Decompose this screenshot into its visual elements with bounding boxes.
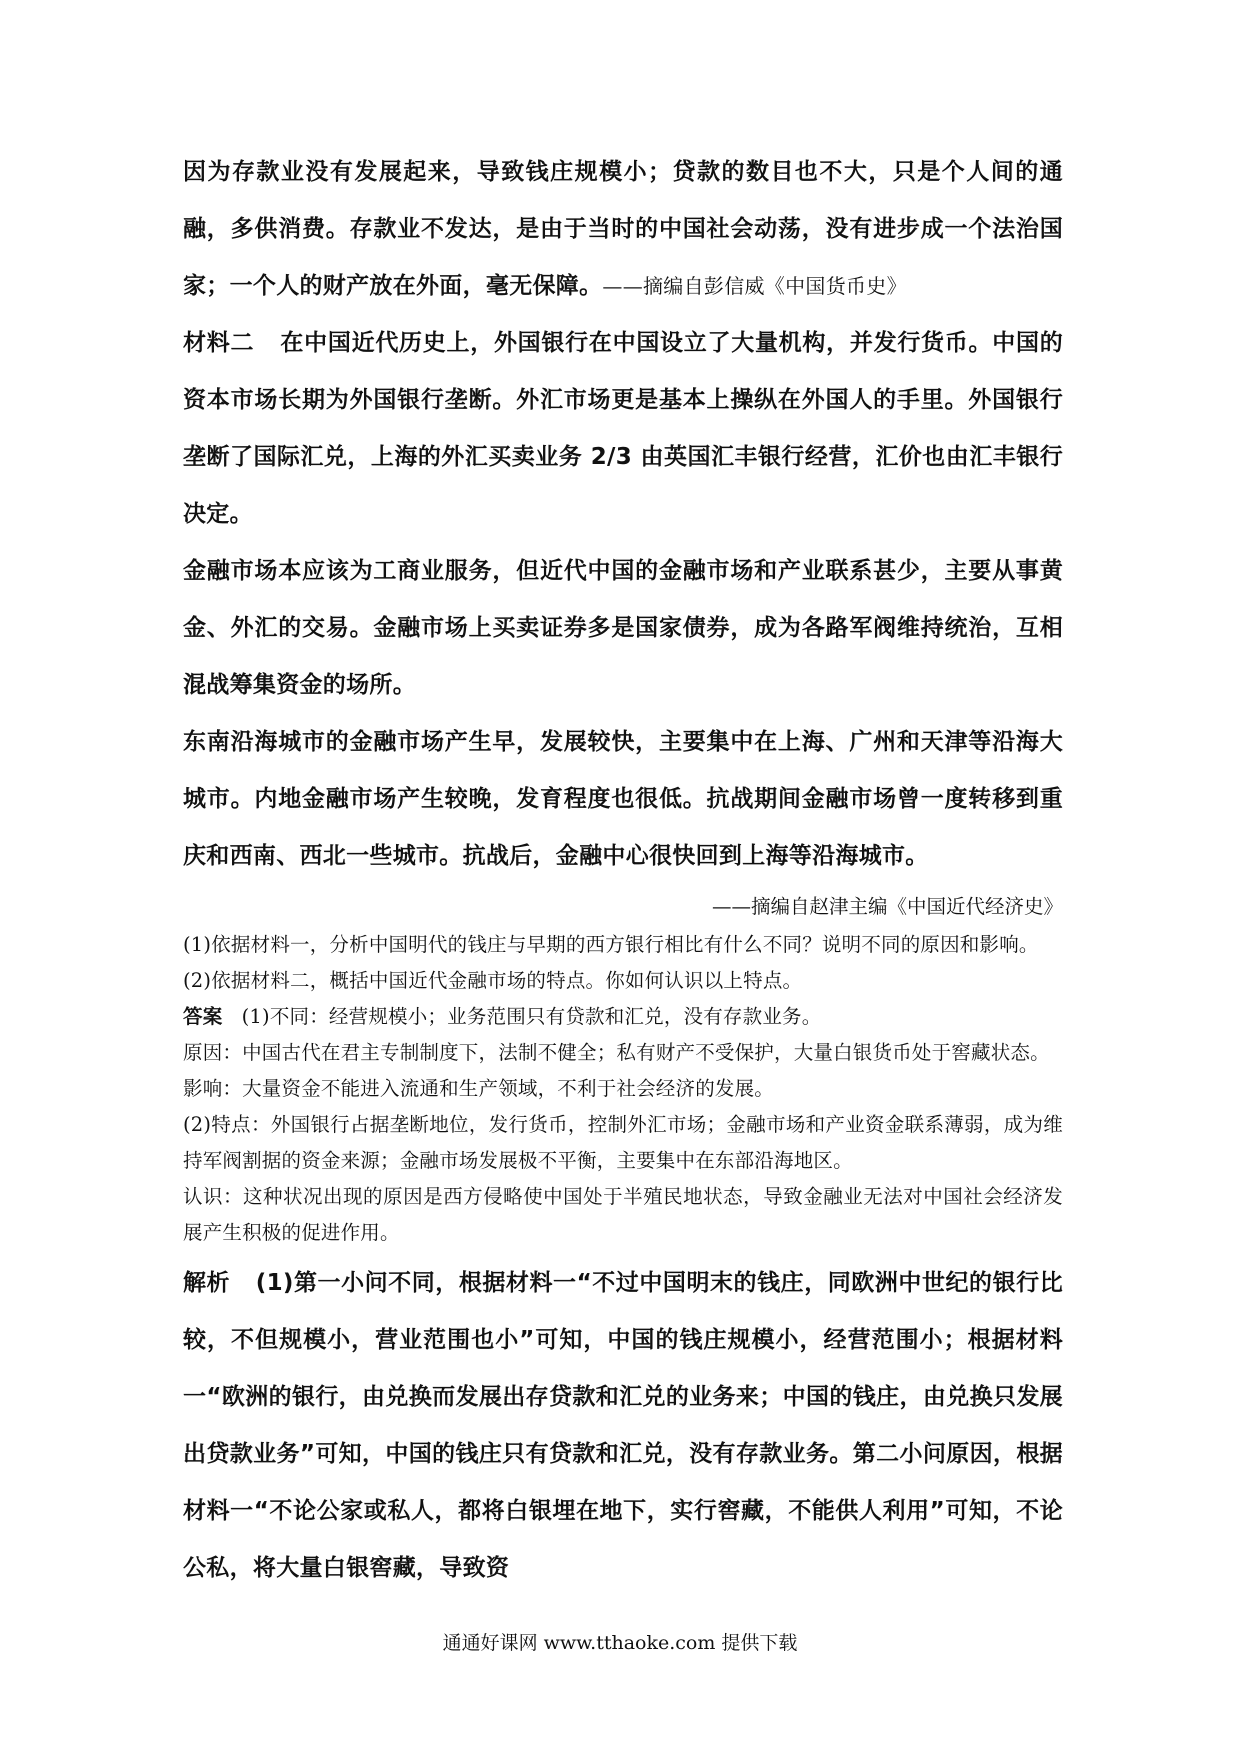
answer-reason: 原因：中国古代在君主专制制度下，法制不健全；私有财产不受保护，大量白银货币处于窖藏状态。 bbox=[183, 1041, 1050, 1064]
material1-continuation bbox=[183, 144, 1063, 315]
analysis-label: 解析 bbox=[183, 1270, 231, 1296]
document-content bbox=[183, 152, 1063, 1597]
material2-paragraph-3: 东南沿海城市的金融市场产生早，发展较快，主要集中在上海、广州和天津等沿海大城市。内地金融市场产生较晚，发育程度也很低。抗战期间金融市场曾一度转移到重庆和西南、西北一些城市。抗战后，金融中心很快回到上海等沿海城市。 bbox=[183, 729, 1063, 869]
material2-label: 材料二 bbox=[183, 330, 255, 356]
answer-1 bbox=[183, 999, 1063, 1035]
answer-influence: 影响：大量资金不能进入流通和生产领域，不利于社会经济的发展。 bbox=[183, 1077, 775, 1100]
material2-p1-text: 在中国近代历史上，外国银行在中国设立了大量机构，并发行货币。中国的资本市场长期为外国银行垄断。外汇市场更是基本上操纵在外国人的手里。外国银行垄断了国际汇兑，上海的外汇买卖业务 2/3 由英国汇丰银行经营，汇价也由汇丰银行决定。 bbox=[183, 330, 1063, 527]
analysis-text: (1)第一小问不同，根据材料一“不过中国明末的钱庄，同欧洲中世纪的银行比较，不但规模小，营业范围也小”可知，中国的钱庄规模小，经营范围小；根据材料一“欧洲的银行，由兑换而发展出存贷款和汇兑的业务来；中国的钱庄，由兑换只发展出贷款业务”可知，中国的钱庄只有贷款和汇兑，没有存款业务。第二小问原因，根据材料一“不论公家或私人，都将白银埋在地下，实行窖藏，不能供人利用”可知，不论公私，将大量白银窖藏，导致资 bbox=[183, 1270, 1063, 1581]
answer-understanding: 认识：这种状况出现的原因是西方侵略使中国处于半殖民地状态，导致金融业无法对中国社会经济发展产生积极的促进作用。 bbox=[183, 1185, 1063, 1244]
material2-source: ——摘编自赵津主编《中国近代经济史》 bbox=[711, 895, 1063, 918]
question-2: (2)依据材料二，概括中国近代金融市场的特点。你如何认识以上特点。 bbox=[183, 969, 803, 992]
material1-source: ——摘编自彭信威《中国货币史》 bbox=[602, 274, 907, 298]
material1-continuation-text: 因为存款业没有发展起来，导致钱庄规模小；贷款的数目也不大，只是个人间的通融，多供消费。存款业不发达，是由于当时的中国社会动荡，没有进步成一个法治国家；一个人的财产放在外面，毫无保障。 bbox=[183, 159, 1063, 299]
question-1: (1)依据材料一，分析中国明代的钱庄与早期的西方银行相比有什么不同？说明不同的原因和影响。 bbox=[183, 933, 1039, 956]
material2-paragraph-2: 金融市场本应该为工商业服务，但近代中国的金融市场和产业联系甚少，主要从事黄金、外汇的交易。金融市场上买卖证券多是国家债券，成为各路军阀维持统治，互相混战筹集资金的场所。 bbox=[183, 558, 1063, 698]
page-footer[interactable]: 通通好课网 www.tthaoke.com 提供下载 bbox=[442, 1632, 798, 1654]
analysis-paragraph bbox=[183, 1255, 1063, 1597]
material2-paragraph-1 bbox=[183, 315, 1063, 543]
answer-2: (2)特点：外国银行占据垄断地位，发行货币，控制外汇市场；金融市场和产业资金联系薄弱，成为维持军阀割据的资金来源；金融市场发展极不平衡，主要集中在东部沿海地区。 bbox=[183, 1113, 1063, 1172]
answer-1-text: (1)不同：经营规模小；业务范围只有贷款和汇兑，没有存款业务。 bbox=[241, 1005, 822, 1028]
answer-label: 答案 bbox=[183, 1005, 223, 1028]
